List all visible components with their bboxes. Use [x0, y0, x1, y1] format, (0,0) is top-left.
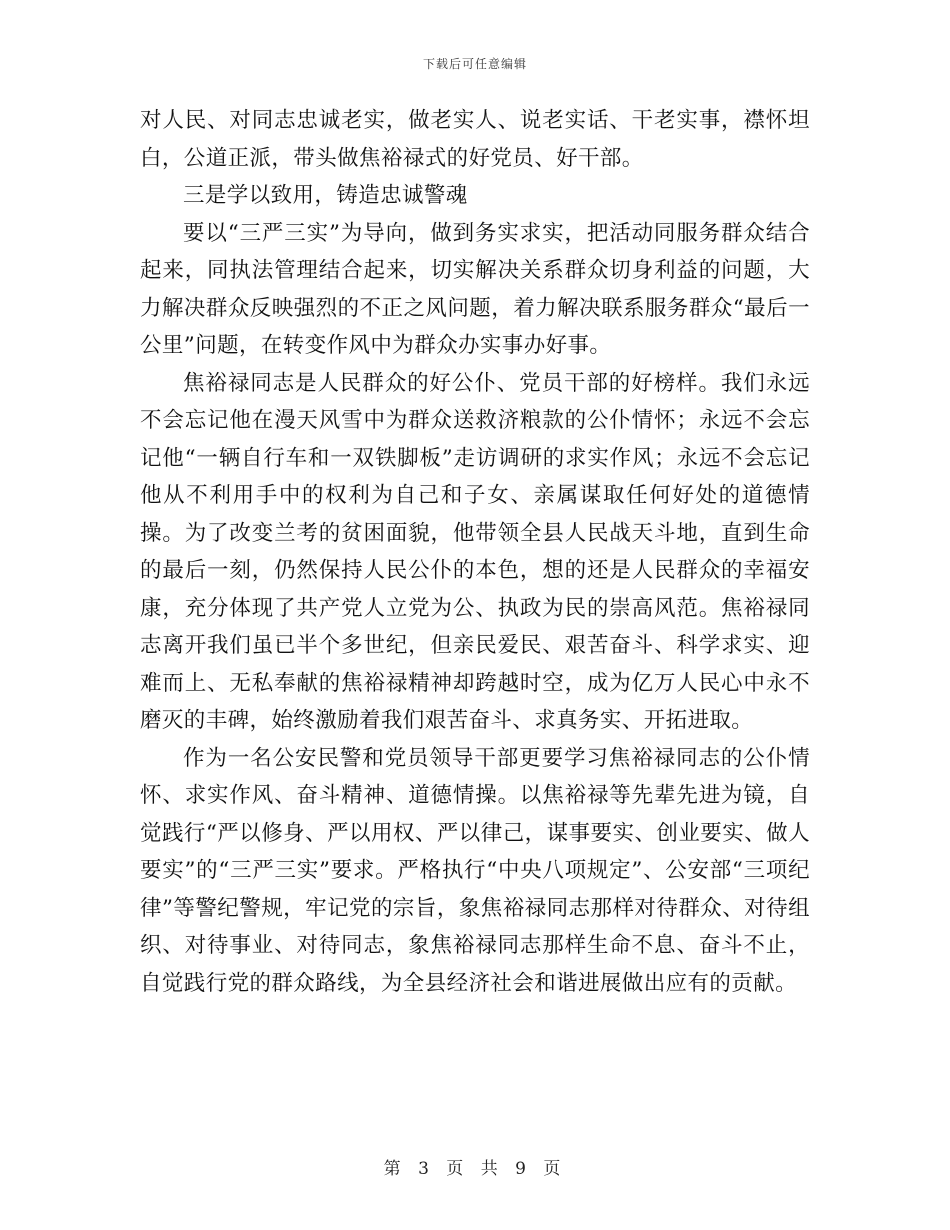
- paragraph-1: 对人民、对同志忠诚老实，做老实人、说老实话、干老实事，襟怀坦白，公道正派，带头做焦裕禄式的好党员、好干部。: [140, 108, 810, 171]
- document-body: [140, 102, 810, 1002]
- page-header: 下载后可任意编辑: [422, 57, 527, 71]
- page-number-footer: 第 3 页 共 9 页: [383, 1159, 567, 1179]
- paragraph-4: 作为一名公安民警和党员领导干部更要学习焦裕禄同志的公仆情怀、求实作风、奋斗精神、道德情操。以焦裕禄等先辈先进为镜，自觉践行“严以修身、严以用权、严以律己，谋事要实、创业要实、做人要实”的“三严三实”要求。严格执行“中央八项规定”、公安部“三项纪律”等警纪警规，牢记党的宗旨，象焦裕禄同志那样对待群众、对待组织、对待事业、对待同志，象焦裕禄同志那样生命不息、奋斗不止，自觉践行党的群众路线，为全县经济社会和谐进展做出应有的贡献。: [140, 745, 810, 996]
- paragraph-2: 要以“三严三实”为导向，做到务实求实，把活动同服务群众结合起来，同执法管理结合起来，切实解决关系群众切身利益的问题，大力解决群众反映强烈的不正之风问题，着力解决联系服务群众“最后一公里”问题，在转变作风中为群众办实事办好事。: [140, 220, 810, 358]
- section-heading: 三是学以致用，铸造忠诚警魂: [183, 183, 468, 208]
- paragraph-3: 焦裕禄同志是人民群众的好公仆、党员干部的好榜样。我们永远不会忘记他在漫天风雪中为群众送救济粮款的公仆情怀；永远不会忘记他“一辆自行车和一双铁脚板”走访调研的求实作风；永远不会忘记他从不利用手中的权利为自己和子女、亲属谋取任何好处的道德情操。为了改变兰考的贫困面貌，他带领全县人民战天斗地，直到生命的最后一刻，仍然保持人民公仆的本色，想的还是人民群众的幸福安康，充分体现了共产党人立党为公、执政为民的崇高风范。焦裕禄同志离开我们虽已半个多世纪，但亲民爱民、艰苦奋斗、科学求实、迎难而上、无私奉献的焦裕禄精神却跨越时空，成为亿万人民心中永不磨灭的丰碑，始终激励着我们艰苦奋斗、求真务实、开拓进取。: [140, 370, 810, 733]
